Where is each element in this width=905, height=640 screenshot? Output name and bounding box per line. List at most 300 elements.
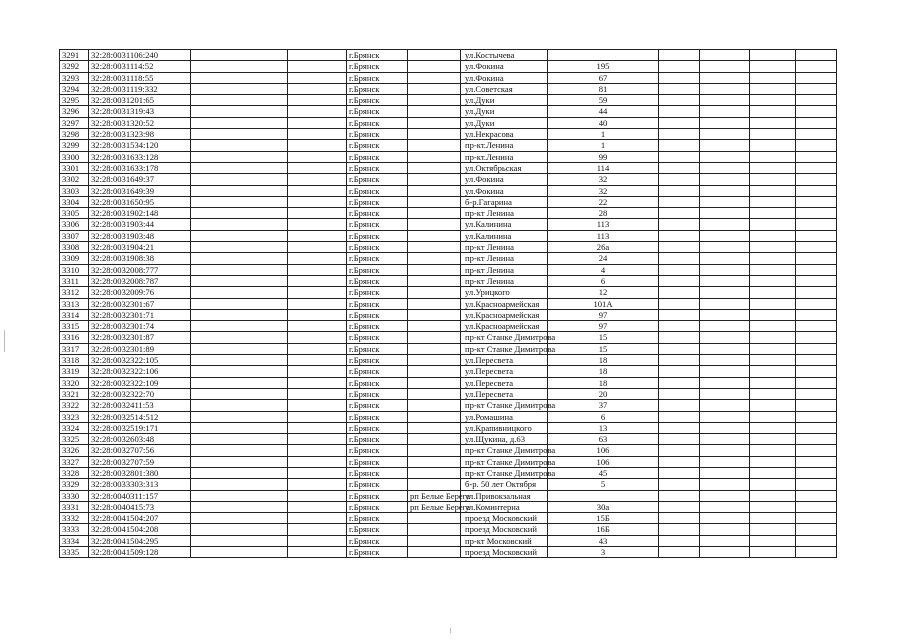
city-cell: г.Брянск bbox=[347, 151, 408, 162]
empty-cell bbox=[796, 298, 837, 309]
empty-cell bbox=[750, 366, 796, 377]
empty-cell bbox=[700, 162, 750, 173]
empty-cell bbox=[796, 366, 837, 377]
empty-cell bbox=[288, 61, 347, 72]
empty-cell bbox=[191, 174, 288, 185]
empty-cell bbox=[288, 343, 347, 354]
locality-cell bbox=[408, 366, 461, 377]
empty-cell bbox=[288, 411, 347, 422]
street-cell: ул.Красноармейская bbox=[461, 321, 548, 332]
row-number: 3327 bbox=[60, 456, 89, 467]
house-number-cell: 1 bbox=[548, 129, 659, 140]
house-number-cell: 15 bbox=[548, 343, 659, 354]
empty-cell bbox=[700, 355, 750, 366]
empty-cell bbox=[659, 513, 700, 524]
row-number: 3293 bbox=[60, 72, 89, 83]
empty-cell bbox=[750, 479, 796, 490]
city-cell: г.Брянск bbox=[347, 400, 408, 411]
empty-cell bbox=[750, 434, 796, 445]
row-number: 3328 bbox=[60, 467, 89, 478]
empty-cell bbox=[700, 400, 750, 411]
table-row bbox=[60, 332, 837, 343]
empty-cell bbox=[796, 490, 837, 501]
house-number-cell: 99 bbox=[548, 151, 659, 162]
locality-cell bbox=[408, 151, 461, 162]
empty-cell bbox=[191, 366, 288, 377]
cadastral-number: 32:28:0041504:208 bbox=[89, 524, 191, 535]
cadastral-number: 32:28:0032707:56 bbox=[89, 445, 191, 456]
house-number-cell: 101А bbox=[548, 298, 659, 309]
cadastral-number: 32:28:0031908:38 bbox=[89, 253, 191, 264]
empty-cell bbox=[659, 83, 700, 94]
city-cell: г.Брянск bbox=[347, 162, 408, 173]
city-cell: г.Брянск bbox=[347, 422, 408, 433]
empty-cell bbox=[659, 174, 700, 185]
locality-cell bbox=[408, 355, 461, 366]
row-number: 3294 bbox=[60, 83, 89, 94]
street-cell: пр-кт Московский bbox=[461, 535, 548, 546]
row-number: 3297 bbox=[60, 117, 89, 128]
table-row bbox=[60, 208, 837, 219]
empty-cell bbox=[700, 321, 750, 332]
city-cell: г.Брянск bbox=[347, 230, 408, 241]
table-row bbox=[60, 298, 837, 309]
empty-cell bbox=[796, 61, 837, 72]
street-cell: ул.Пересвета bbox=[461, 366, 548, 377]
city-cell: г.Брянск bbox=[347, 321, 408, 332]
row-number: 3316 bbox=[60, 332, 89, 343]
empty-cell bbox=[191, 332, 288, 343]
empty-cell bbox=[659, 50, 700, 61]
empty-cell bbox=[700, 253, 750, 264]
cadastral-number: 32:28:0032519:171 bbox=[89, 422, 191, 433]
row-number: 3292 bbox=[60, 61, 89, 72]
street-cell: ул.Фокина bbox=[461, 185, 548, 196]
empty-cell bbox=[288, 501, 347, 512]
table-row bbox=[60, 355, 837, 366]
empty-cell bbox=[659, 298, 700, 309]
empty-cell bbox=[659, 411, 700, 422]
empty-cell bbox=[796, 434, 837, 445]
street-cell: пр-кт.Ленина bbox=[461, 151, 548, 162]
empty-cell bbox=[796, 208, 837, 219]
empty-cell bbox=[191, 388, 288, 399]
empty-cell bbox=[700, 95, 750, 106]
empty-cell bbox=[796, 230, 837, 241]
table-row bbox=[60, 230, 837, 241]
empty-cell bbox=[288, 129, 347, 140]
empty-cell bbox=[796, 547, 837, 558]
city-cell: г.Брянск bbox=[347, 264, 408, 275]
house-number-cell: 15 bbox=[548, 332, 659, 343]
street-cell: ул.Привокзальная bbox=[461, 490, 548, 501]
empty-cell bbox=[750, 343, 796, 354]
house-number-cell: 18 bbox=[548, 366, 659, 377]
cadastral-number: 32:28:0032322:109 bbox=[89, 377, 191, 388]
empty-cell bbox=[191, 287, 288, 298]
street-cell: ул.Фокина bbox=[461, 72, 548, 83]
empty-cell bbox=[288, 83, 347, 94]
empty-cell bbox=[700, 129, 750, 140]
empty-cell bbox=[191, 298, 288, 309]
row-number: 3318 bbox=[60, 355, 89, 366]
empty-cell bbox=[659, 524, 700, 535]
empty-cell bbox=[288, 377, 347, 388]
street-cell: пр-кт Станке Димитрова bbox=[461, 343, 548, 354]
empty-cell bbox=[750, 513, 796, 524]
house-number-cell: 6 bbox=[548, 275, 659, 286]
empty-cell bbox=[796, 343, 837, 354]
street-cell: ул.Дуки bbox=[461, 95, 548, 106]
street-cell: ул.Коминтерна bbox=[461, 501, 548, 512]
empty-cell bbox=[796, 400, 837, 411]
empty-cell bbox=[700, 174, 750, 185]
locality-cell bbox=[408, 287, 461, 298]
empty-cell bbox=[191, 83, 288, 94]
city-cell: г.Брянск bbox=[347, 95, 408, 106]
city-cell: г.Брянск bbox=[347, 50, 408, 61]
table-row bbox=[60, 309, 837, 320]
empty-cell bbox=[191, 275, 288, 286]
empty-cell bbox=[700, 230, 750, 241]
empty-cell bbox=[700, 50, 750, 61]
table-row bbox=[60, 264, 837, 275]
empty-cell bbox=[700, 366, 750, 377]
city-cell: г.Брянск bbox=[347, 242, 408, 253]
city-cell: г.Брянск bbox=[347, 445, 408, 456]
city-cell: г.Брянск bbox=[347, 456, 408, 467]
empty-cell bbox=[288, 388, 347, 399]
empty-cell bbox=[750, 400, 796, 411]
city-cell: г.Брянск bbox=[347, 196, 408, 207]
empty-cell bbox=[700, 513, 750, 524]
empty-cell bbox=[700, 547, 750, 558]
cadastral-number: 32:28:0032301:71 bbox=[89, 309, 191, 320]
street-cell: ул.Некрасова bbox=[461, 129, 548, 140]
house-number-cell: 20 bbox=[548, 388, 659, 399]
street-cell: ул.Ромашина bbox=[461, 411, 548, 422]
empty-cell bbox=[191, 264, 288, 275]
empty-cell bbox=[288, 242, 347, 253]
empty-cell bbox=[750, 50, 796, 61]
scan-artifact-bottom bbox=[450, 628, 451, 633]
locality-cell bbox=[408, 83, 461, 94]
city-cell: г.Брянск bbox=[347, 535, 408, 546]
empty-cell bbox=[659, 162, 700, 173]
empty-cell bbox=[796, 524, 837, 535]
empty-cell bbox=[796, 287, 837, 298]
house-number-cell: 97 bbox=[548, 309, 659, 320]
empty-cell bbox=[796, 264, 837, 275]
row-number: 3307 bbox=[60, 230, 89, 241]
street-cell: пр-кт Ленина bbox=[461, 253, 548, 264]
empty-cell bbox=[750, 117, 796, 128]
empty-cell bbox=[796, 411, 837, 422]
empty-cell bbox=[700, 490, 750, 501]
empty-cell bbox=[700, 298, 750, 309]
locality-cell bbox=[408, 343, 461, 354]
cadastral-number: 32:28:0031902:148 bbox=[89, 208, 191, 219]
table-row bbox=[60, 366, 837, 377]
empty-cell bbox=[659, 355, 700, 366]
locality-cell bbox=[408, 219, 461, 230]
house-number-cell: 18 bbox=[548, 377, 659, 388]
empty-cell bbox=[750, 95, 796, 106]
cadastral-number: 32:28:0032008:777 bbox=[89, 264, 191, 275]
empty-cell bbox=[288, 174, 347, 185]
empty-cell bbox=[750, 162, 796, 173]
street-cell: пр-кт Ленина bbox=[461, 264, 548, 275]
empty-cell bbox=[191, 434, 288, 445]
empty-cell bbox=[750, 151, 796, 162]
table-row bbox=[60, 242, 837, 253]
street-cell: б-р. 50 лет Октября bbox=[461, 479, 548, 490]
empty-cell bbox=[288, 479, 347, 490]
empty-cell bbox=[288, 72, 347, 83]
empty-cell bbox=[288, 208, 347, 219]
empty-cell bbox=[750, 456, 796, 467]
row-number: 3325 bbox=[60, 434, 89, 445]
empty-cell bbox=[288, 264, 347, 275]
house-number-cell: 81 bbox=[548, 83, 659, 94]
empty-cell bbox=[659, 219, 700, 230]
street-cell: ул.Дуки bbox=[461, 117, 548, 128]
empty-cell bbox=[191, 151, 288, 162]
table-row bbox=[60, 117, 837, 128]
empty-cell bbox=[659, 366, 700, 377]
house-number-cell bbox=[548, 490, 659, 501]
table-row bbox=[60, 343, 837, 354]
table-row bbox=[60, 524, 837, 535]
city-cell: г.Брянск bbox=[347, 547, 408, 558]
empty-cell bbox=[700, 140, 750, 151]
row-number: 3324 bbox=[60, 422, 89, 433]
row-number: 3302 bbox=[60, 174, 89, 185]
empty-cell bbox=[796, 95, 837, 106]
empty-cell bbox=[796, 162, 837, 173]
table-row bbox=[60, 50, 837, 61]
property-register-table bbox=[59, 49, 837, 558]
row-number: 3311 bbox=[60, 275, 89, 286]
empty-cell bbox=[700, 479, 750, 490]
empty-cell bbox=[191, 106, 288, 117]
row-number: 3313 bbox=[60, 298, 89, 309]
cadastral-number: 32:28:0031319:43 bbox=[89, 106, 191, 117]
street-cell: ул.Костычева bbox=[461, 50, 548, 61]
empty-cell bbox=[288, 355, 347, 366]
house-number-cell: 59 bbox=[548, 95, 659, 106]
empty-cell bbox=[796, 140, 837, 151]
table-row bbox=[60, 72, 837, 83]
empty-cell bbox=[191, 355, 288, 366]
empty-cell bbox=[191, 208, 288, 219]
empty-cell bbox=[796, 422, 837, 433]
locality-cell bbox=[408, 467, 461, 478]
empty-cell bbox=[288, 445, 347, 456]
empty-cell bbox=[700, 388, 750, 399]
table-row bbox=[60, 83, 837, 94]
cadastral-number: 32:28:0032411:53 bbox=[89, 400, 191, 411]
empty-cell bbox=[288, 185, 347, 196]
street-cell: ул.Красноармейская bbox=[461, 309, 548, 320]
city-cell: г.Брянск bbox=[347, 467, 408, 478]
house-number-cell: 114 bbox=[548, 162, 659, 173]
table-row bbox=[60, 219, 837, 230]
empty-cell bbox=[750, 287, 796, 298]
house-number-cell: 6 bbox=[548, 411, 659, 422]
empty-cell bbox=[288, 513, 347, 524]
row-number: 3335 bbox=[60, 547, 89, 558]
empty-cell bbox=[796, 467, 837, 478]
empty-cell bbox=[700, 524, 750, 535]
row-number: 3321 bbox=[60, 388, 89, 399]
empty-cell bbox=[796, 174, 837, 185]
table-row bbox=[60, 61, 837, 72]
house-number-cell: 26а bbox=[548, 242, 659, 253]
empty-cell bbox=[659, 388, 700, 399]
house-number-cell: 44 bbox=[548, 106, 659, 117]
empty-cell bbox=[191, 117, 288, 128]
empty-cell bbox=[288, 467, 347, 478]
locality-cell bbox=[408, 208, 461, 219]
empty-cell bbox=[288, 332, 347, 343]
empty-cell bbox=[750, 490, 796, 501]
city-cell: г.Брянск bbox=[347, 275, 408, 286]
cadastral-number: 32:28:0031201:65 bbox=[89, 95, 191, 106]
house-number-cell: 45 bbox=[548, 467, 659, 478]
empty-cell bbox=[191, 321, 288, 332]
empty-cell bbox=[659, 72, 700, 83]
empty-cell bbox=[191, 490, 288, 501]
locality-cell: рп Белые Берега bbox=[408, 490, 461, 501]
empty-cell bbox=[659, 321, 700, 332]
locality-cell bbox=[408, 479, 461, 490]
empty-cell bbox=[288, 50, 347, 61]
row-number: 3322 bbox=[60, 400, 89, 411]
row-number: 3303 bbox=[60, 185, 89, 196]
row-number: 3304 bbox=[60, 196, 89, 207]
empty-cell bbox=[700, 343, 750, 354]
table-row bbox=[60, 388, 837, 399]
empty-cell bbox=[796, 377, 837, 388]
empty-cell bbox=[750, 61, 796, 72]
street-cell: пр-кт Ленина bbox=[461, 242, 548, 253]
empty-cell bbox=[288, 287, 347, 298]
city-cell: г.Брянск bbox=[347, 434, 408, 445]
empty-cell bbox=[750, 547, 796, 558]
empty-cell bbox=[700, 467, 750, 478]
row-number: 3308 bbox=[60, 242, 89, 253]
cadastral-number: 32:28:0031650:95 bbox=[89, 196, 191, 207]
locality-cell bbox=[408, 275, 461, 286]
locality-cell bbox=[408, 535, 461, 546]
city-cell: г.Брянск bbox=[347, 309, 408, 320]
table-row bbox=[60, 456, 837, 467]
empty-cell bbox=[700, 434, 750, 445]
empty-cell bbox=[796, 196, 837, 207]
empty-cell bbox=[700, 501, 750, 512]
locality-cell bbox=[408, 106, 461, 117]
empty-cell bbox=[700, 117, 750, 128]
house-number-cell: 106 bbox=[548, 445, 659, 456]
empty-cell bbox=[659, 196, 700, 207]
city-cell: г.Брянск bbox=[347, 61, 408, 72]
row-number: 3296 bbox=[60, 106, 89, 117]
empty-cell bbox=[191, 129, 288, 140]
empty-cell bbox=[700, 196, 750, 207]
street-cell: пр-кт Станке Димитрова bbox=[461, 456, 548, 467]
city-cell: г.Брянск bbox=[347, 479, 408, 490]
empty-cell bbox=[288, 456, 347, 467]
empty-cell bbox=[288, 230, 347, 241]
empty-cell bbox=[191, 95, 288, 106]
empty-cell bbox=[288, 95, 347, 106]
house-number-cell: 5 bbox=[548, 479, 659, 490]
city-cell: г.Брянск bbox=[347, 117, 408, 128]
table-row bbox=[60, 479, 837, 490]
city-cell: г.Брянск bbox=[347, 174, 408, 185]
table-row bbox=[60, 434, 837, 445]
street-cell: ул.Октябрьская bbox=[461, 162, 548, 173]
empty-cell bbox=[191, 50, 288, 61]
locality-cell bbox=[408, 411, 461, 422]
house-number-cell: 15Б bbox=[548, 513, 659, 524]
empty-cell bbox=[750, 321, 796, 332]
cadastral-number: 32:28:0031114:52 bbox=[89, 61, 191, 72]
city-cell: г.Брянск bbox=[347, 501, 408, 512]
row-number: 3295 bbox=[60, 95, 89, 106]
empty-cell bbox=[750, 309, 796, 320]
empty-cell bbox=[191, 61, 288, 72]
house-number-cell: 113 bbox=[548, 230, 659, 241]
row-number: 3306 bbox=[60, 219, 89, 230]
empty-cell bbox=[191, 467, 288, 478]
row-number: 3298 bbox=[60, 129, 89, 140]
locality-cell bbox=[408, 230, 461, 241]
cadastral-number: 32:28:0032301:74 bbox=[89, 321, 191, 332]
empty-cell bbox=[750, 445, 796, 456]
table-row bbox=[60, 422, 837, 433]
empty-cell bbox=[750, 242, 796, 253]
empty-cell bbox=[700, 61, 750, 72]
empty-cell bbox=[750, 524, 796, 535]
empty-cell bbox=[750, 129, 796, 140]
locality-cell bbox=[408, 377, 461, 388]
street-cell: ул.Крапивницкого bbox=[461, 422, 548, 433]
empty-cell bbox=[659, 264, 700, 275]
empty-cell bbox=[191, 513, 288, 524]
table-row bbox=[60, 106, 837, 117]
locality-cell bbox=[408, 400, 461, 411]
house-number-cell: 16Б bbox=[548, 524, 659, 535]
street-cell: пр-кт Станке Димитрова bbox=[461, 332, 548, 343]
row-number: 3299 bbox=[60, 140, 89, 151]
empty-cell bbox=[796, 83, 837, 94]
empty-cell bbox=[659, 332, 700, 343]
cadastral-number: 32:28:0031903:44 bbox=[89, 219, 191, 230]
cadastral-number: 32:28:0031633:128 bbox=[89, 151, 191, 162]
empty-cell bbox=[750, 253, 796, 264]
city-cell: г.Брянск bbox=[347, 129, 408, 140]
empty-cell bbox=[288, 151, 347, 162]
empty-cell bbox=[796, 117, 837, 128]
empty-cell bbox=[191, 140, 288, 151]
locality-cell bbox=[408, 174, 461, 185]
empty-cell bbox=[288, 490, 347, 501]
empty-cell bbox=[796, 275, 837, 286]
cadastral-number: 32:28:0040415:73 bbox=[89, 501, 191, 512]
empty-cell bbox=[750, 72, 796, 83]
